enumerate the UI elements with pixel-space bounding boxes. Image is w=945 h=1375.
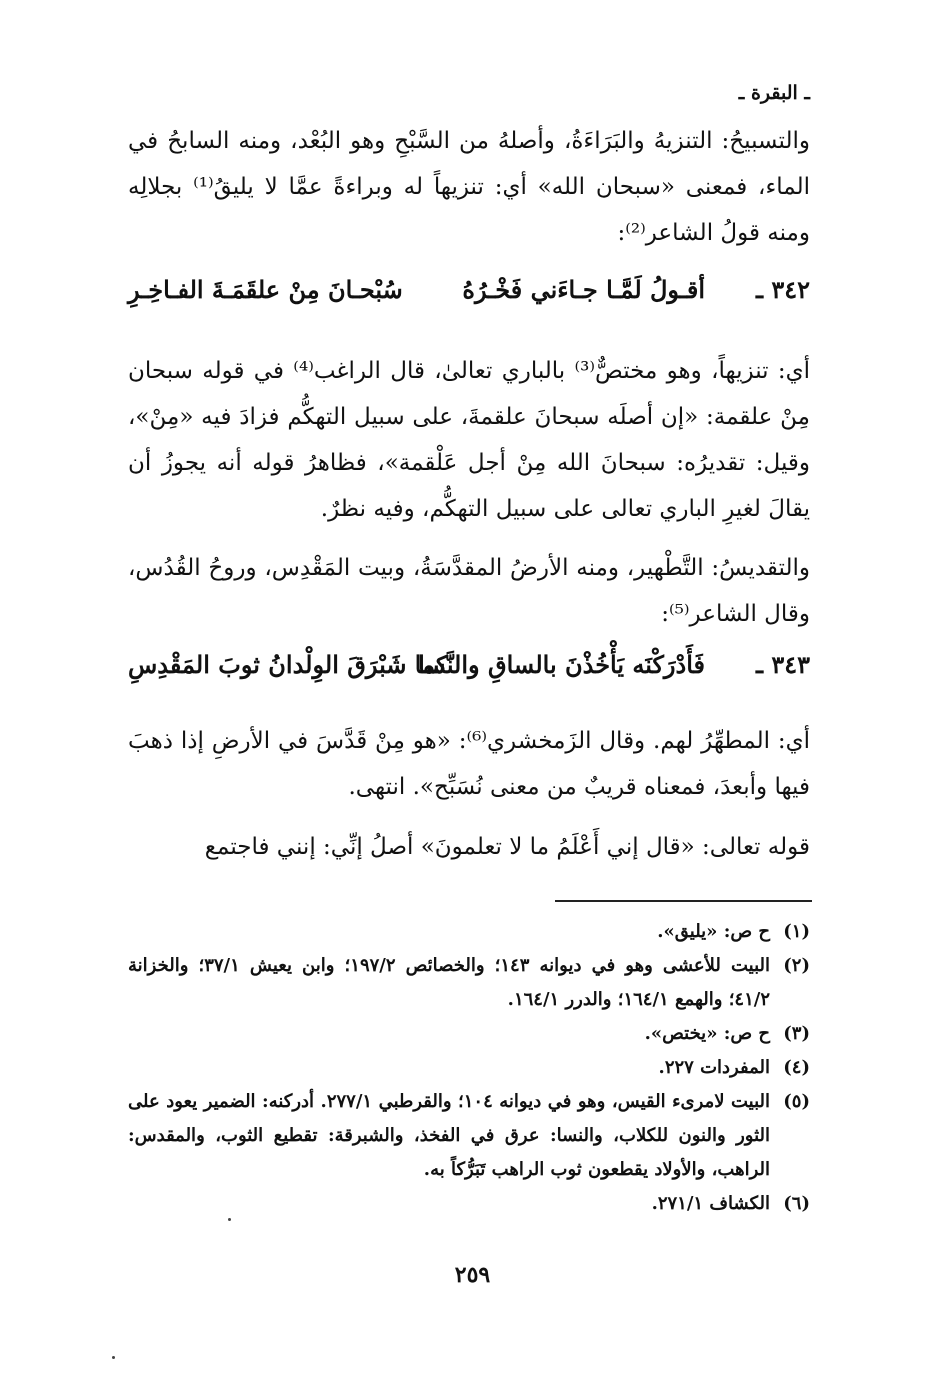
- footnote-number: (٣): [783, 1023, 810, 1044]
- footnote-item: [128, 915, 810, 949]
- footnote-number: (٦): [783, 1193, 810, 1214]
- paragraph-text: أي: المطهِّرُ لهم. وقال الزَمخشري⁽⁶⁾: «هو مِنْ قَدَّسَ في الأرضِ إذا ذهبَ فيها وأبعدَ، فمعناه قريبٌ من معنى نُسَبِّح». انتهى.: [128, 728, 811, 800]
- verse-hemistich-second: كما شَبْرَقَ الوِلْدانُ ثوبَ المَقْدِسِ: [128, 650, 448, 679]
- footnote-item: [128, 1187, 810, 1221]
- paragraph-tasbih: [128, 118, 810, 256]
- scan-speck: [112, 1356, 115, 1359]
- paragraph-text: والتقديسُ: التَّطْهير، ومنه الأرضُ المقدَّسَةُ، وبيت المَقْدِس، وروحُ القُدُس، وقال الشاعر⁽⁵⁾:: [128, 555, 810, 627]
- footnote-text: البيت للأعشى وهو في ديوانه ١٤٣؛ والخصائص ١٩٧/٢؛ وابن يعيش ٣٧/١؛ والخزانة ٤١/٢؛ والهمع ١٦٤/١؛ والدرر ١٦٤/١.: [128, 955, 770, 1010]
- footnote-text: الكشاف ٢٧١/١.: [651, 1193, 770, 1214]
- footnote-number: (٢): [783, 955, 810, 976]
- footnote-item: [128, 1085, 810, 1187]
- footnote-number: (٤): [783, 1057, 810, 1078]
- paragraph-zamakhshari: [128, 718, 810, 810]
- footnotes: [128, 915, 810, 1221]
- paragraph-text: والتسبيحُ: التنزيهُ والبَرَاءَةُ، وأصلهُ من السَّبْحِ وهو البُعْد، ومنه السابحُ في الماء، فمعنى «سبحان الله» أي: تنزيهاً له وبراءةً عمَّا لا يليقُ⁽¹⁾ بجلالِه ومنه قولُ الشاعر⁽²⁾:: [128, 128, 810, 246]
- verse-number: ٣٤٣ ـ: [755, 650, 810, 679]
- footnote-divider: [555, 900, 812, 902]
- footnote-item: [128, 1051, 810, 1085]
- verse-342: [128, 275, 810, 315]
- paragraph-quran-verse: [128, 824, 810, 870]
- footnote-text: ح ص: «يليق».: [657, 921, 770, 942]
- verse-hemistich-first: فَأَدْرَكْنَه يَأْخُذْنَ بالساقِ والنَّسا: [418, 650, 705, 679]
- scan-speck: [228, 1218, 231, 1221]
- footnote-number: (١): [783, 921, 810, 942]
- running-header: ـ البقرة ـ: [738, 82, 810, 104]
- verse-hemistich-second: سُبْحـانَ مِنْ علقَمَـةَ الفـاخِـرِ: [128, 275, 403, 304]
- paragraph-tanzih: [128, 348, 810, 532]
- paragraph-text: أي: تنزيهاً، وهو مختصٌّ⁽³⁾ بالباري تعالىٰ، قال الراغب⁽⁴⁾ في قوله سبحان مِنْ علقمة: «إن أصلَه سبحانَ علقمةَ، على سبيل التهكُّم فزادَ فيه «مِنْ»، وقيل: تقديرُه: سبحانَ الله مِنْ أجل عَلْقمة»، فظاهرُ قوله أنه يجوزُ أن يقالَ لغيرِ الباري تعالى على سبيل التهكُّم، وفيه نظرٌ.: [128, 358, 811, 522]
- page-number: ٢٥٩: [454, 1262, 491, 1288]
- paragraph-taqdis: [128, 545, 810, 637]
- footnote-item: [128, 1017, 810, 1051]
- verse-hemistich-first: أقـولُ لَمَّـا جـاءَني فَخْـرُهُ: [462, 275, 705, 304]
- paragraph-text: قوله تعالى: «قال إني أَعْلَمُ ما لا تعلمونَ» أصلُ إنِّي: إنني فاجتمع: [204, 834, 810, 860]
- footnote-text: المفردات ٢٢٧.: [658, 1057, 770, 1078]
- footnote-number: (٥): [783, 1091, 810, 1112]
- footnote-text: البيت لامرىء القيس، وهو في ديوانه ١٠٤؛ والقرطبي ٢٧٧/١. أدركنه: الضمير يعود على الثور والنون للكلاب، والنسا: عرق في الفخذ، والشبرقة: تقطيع الثوب، والمقدس: الراهب، والأولاد يقطعون ثوب الراهب تَبَرُّكاً به.: [128, 1091, 771, 1180]
- verse-number: ٣٤٢ ـ: [755, 275, 810, 304]
- footnote-text: ح ص: «يختص».: [644, 1023, 770, 1044]
- footnote-item: [128, 949, 810, 1017]
- verse-343: [128, 650, 810, 690]
